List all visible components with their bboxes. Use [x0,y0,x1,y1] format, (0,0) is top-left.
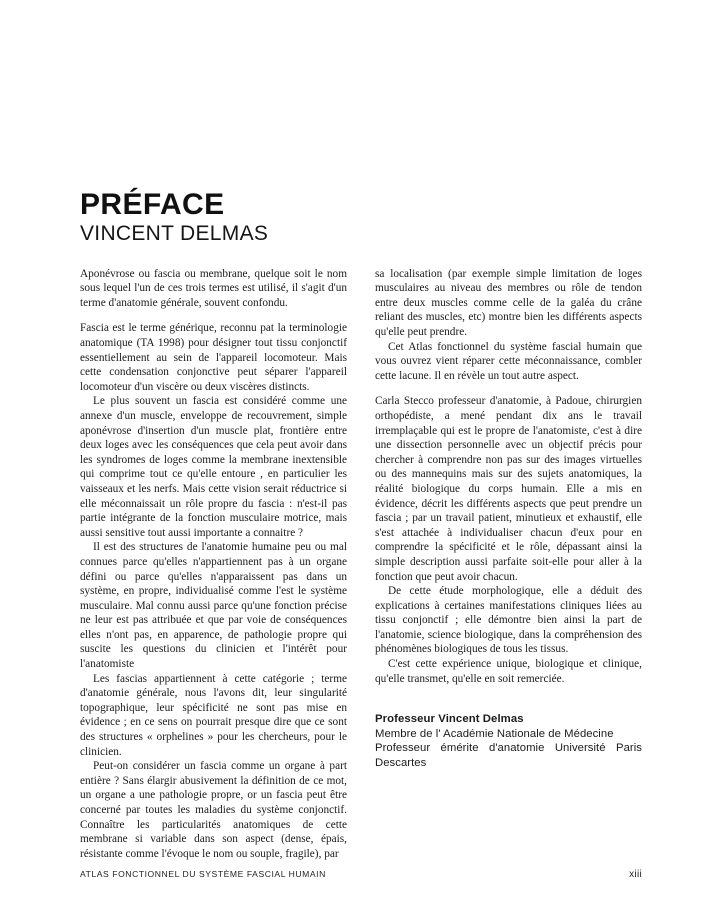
page-footer [80,869,642,880]
paragraph: Carla Stecco professeur d'anatomie, à Padoue, chirurgien orthopédiste, a mené pendant dix ans le travail irremplaçable qui est le propre de l'anatomiste, c'est à dire une dissection personnelle avec un objectif précis pour chercher à comprendre non pas sur des images virtuelles ou des mannequins mais sur des sujets anatomiques, la réalité biologique du corps humain. Elle a mis en évidence, décrit les différents aspects que peut prendre un fascia ; par un travail patient, minutieux et exhaustif, elle s'est attachée à individualiser chacun d'eux pour en comprendre la spécificité et le rôle, dépassant ainsi la simple description aussi parfaite soit-elle pour aller à la fonction que peut avoir chacun. [375,395,642,583]
signature-name: Professeur Vincent Delmas [375,713,524,726]
paragraph: Peut-on considérer un fascia comme un organe à part entière ? Sans élargir abusivement la définition de ce mot, un organe a une pathologie propre, or un fascia peut être concerné par toutes les maladies du système conjonctif. Connaître les particularités anatomiques de cette membrane si variable dans son aspect (dense, épais, résistante comme l'évoque le nom ou souple, fragile), par [80,760,347,860]
page-number: xiii [629,869,642,880]
paragraph: Il est des structures de l'anatomie humaine peu ou mal connues parce qu'elles n'appartiennent pas à un organe défini ou parce qu'elles n'apparaissent pas dans un système, en propre, individualisé comme l'est le système musculaire. Mal connu aussi parce qu'une fonction précise ne leur est pas attribuée et que par voie de conséquences elles n'ont pas, en apparence, de pathologie propre qui suscite les questions du clinicien et l'intérêt pour l'anatomiste [80,541,347,671]
text-columns [80,267,642,862]
paragraph: Cet Atlas fonctionnel du système fascial humain que vous ouvrez vient réparer cette méconnaissance, combler cette lacune. Il en révèle un tout autre aspect. [375,340,642,382]
signature-line: Membre de l' Académie Nationale de Médecine [375,727,614,740]
right-column [375,267,642,771]
paragraph: Le plus souvent un fascia est considéré comme une annexe d'un muscle, enveloppe de recouvrement, simple aponévrose d'insertion d'un muscle plat, frontière entre deux loges avec les conséquences que cela peut avoir dans les syndromes de loges comme la membrane inextensible qui comprime tout ce qu'elle entoure , en particulier les vaisseaux et les nerfs. Mais cette vision serait réductrice si elle méconnaissait un rôle propre du fascia : n'est-il pas partie intégrante de la fonction musculaire motrice, mais aussi sensitive tout aussi importante a connaitre ? [80,395,347,539]
paragraph: Fascia est le terme générique, reconnu pat la terminologie anatomique (TA 1998) pour désigner tout tissu conjonctif essentiellement au sein de l'appareil locomoteur. Mais cette condensation conjonctive peut séparer l'appareil locomoteur d'un viscère ou deux viscères distincts. [80,322,347,393]
paragraph: sa localisation (par exemple simple limitation de loges musculaires au niveau des membres ou rôle de tendon entre deux muscles comme celle de la galéa du crâne reliant des muscles, etc) montre bien les différents aspects qu'elle peut prendre. [375,267,642,339]
paragraph: C'est cette expérience unique, biologique et clinique, qu'elle transmet, qu'elle en soit remerciée. [375,658,642,685]
signature-block [375,712,642,770]
left-column [80,267,347,862]
page-content [80,190,642,861]
page-title: PRÉFACE [80,188,225,221]
paragraph: De cette étude morphologique, elle a déduit des explications à certaines manifestations cliniques liées au tissu conjonctif ; elle démontre bien ainsi la part de l'anatomie, science biologique, dans la compréhension des phénomènes biologiques de tous les tissus. [375,585,642,656]
footer-book-title: ATLAS FONCTIONNEL DU SYSTÈME FASCIAL HUMAIN [80,869,326,879]
title-block [80,190,642,245]
signature-line: Professeur émérite d'anatomie Université Paris Descartes [375,742,642,770]
page-author: VINCENT DELMAS [80,221,269,245]
paragraph: Aponévrose ou fascia ou membrane, quelque soit le nom sous lequel l'un de ces trois termes est utilisé, il s'agit d'un terme d'anatomie générale, souvent confondu. [80,267,347,309]
paragraph: Les fascias appartiennent à cette catégorie ; terme d'anatomie générale, nous l'avons dit, leur singularité topographique, leur spécificité ne sont pas mise en évidence ; en ce sens on pourrait presque dire que ce sont des structures « orphelines » pour les chercheurs, pour le clinicien. [80,672,347,758]
